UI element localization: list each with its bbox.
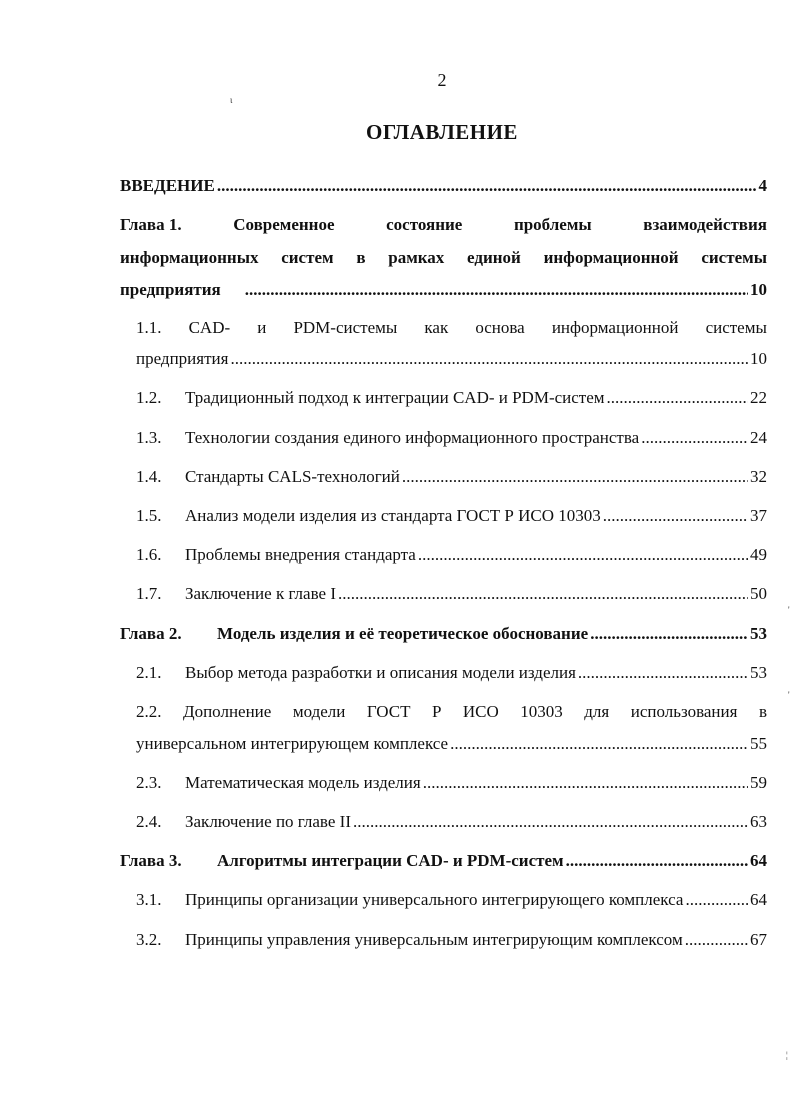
toc-section-1-1-line1[interactable] xyxy=(136,318,767,337)
toc-page: 64 xyxy=(750,851,767,870)
toc-title: Заключение к главе I xyxy=(185,584,336,603)
toc-number: 1.3. xyxy=(136,428,162,447)
toc-section-1-4[interactable] xyxy=(136,467,767,486)
toc-section-2-4[interactable] xyxy=(136,812,767,831)
toc-title: Проблемы внедрения стандарта xyxy=(185,545,416,564)
toc-page: 55 xyxy=(750,734,767,753)
toc-section-2-2-line1[interactable] xyxy=(136,702,767,721)
toc-label xyxy=(136,506,748,525)
toc-section-1-1-line2[interactable] xyxy=(136,349,767,368)
toc-section-3-1[interactable] xyxy=(136,890,767,909)
word: состояние xyxy=(386,215,463,234)
toc-label xyxy=(136,467,748,486)
toc-title: Стандарты CALS-технологий xyxy=(185,467,400,486)
toc-label xyxy=(136,890,748,909)
toc-number: 1.2. xyxy=(136,388,162,407)
toc-title: Выбор метода разработки и описания модели изделия xyxy=(185,663,576,682)
word: как xyxy=(424,318,449,337)
word: ГОСТ xyxy=(366,702,411,721)
toc-title: Заключение по главе II xyxy=(185,812,351,831)
toc-label: универсальном интегрирующем комплексе ..... xyxy=(136,734,748,753)
page-number: 2 xyxy=(437,70,447,90)
word: 2.2. xyxy=(136,702,162,721)
word: модели xyxy=(292,702,346,721)
toc-label: ВВЕДЕНИЕ ..... xyxy=(120,176,757,195)
word: в xyxy=(758,702,767,721)
toc-label-text: предприятия xyxy=(120,280,221,299)
toc-label xyxy=(136,773,748,792)
word: систем xyxy=(281,248,334,267)
toc-page: 10 xyxy=(750,280,767,299)
toc-chapter-1-line2[interactable] xyxy=(120,248,767,267)
word: проблемы xyxy=(513,215,592,234)
word: взаимодействия xyxy=(643,215,767,234)
scan-speck: ' xyxy=(788,605,790,615)
toc-section-2-3[interactable] xyxy=(136,773,767,792)
word: основа xyxy=(475,318,525,337)
toc-chapter-3[interactable] xyxy=(120,851,767,870)
word: Р xyxy=(431,702,442,721)
toc-number: 1.5. xyxy=(136,506,162,525)
toc-page: 64 xyxy=(750,890,767,909)
toc-title: Традиционный подход к интеграции CAD- и PDM-систем xyxy=(185,388,605,407)
toc-label xyxy=(136,663,748,682)
toc-label: предприятия ..... xyxy=(136,349,748,368)
toc-chapter-1-line3[interactable] xyxy=(120,280,767,299)
word: в xyxy=(356,248,366,267)
toc-label xyxy=(136,388,748,407)
toc-chapter-1-line1[interactable] xyxy=(120,215,767,234)
toc-page: 24 xyxy=(750,428,767,447)
scan-speck: ¦ xyxy=(786,1050,788,1060)
toc-number: 3.2. xyxy=(136,930,162,949)
toc-section-1-7[interactable] xyxy=(136,584,767,603)
scan-speck: ' xyxy=(788,690,790,700)
word: единой xyxy=(467,248,521,267)
toc-title: Принципы организации универсального интегрирующего комплекса xyxy=(185,890,684,909)
word: 1.1. xyxy=(136,318,162,337)
toc-section-2-2-line2[interactable] xyxy=(136,734,767,753)
toc-section-1-3[interactable] xyxy=(136,428,767,447)
word: ИСО xyxy=(462,702,499,721)
scan-speck: ι xyxy=(230,95,233,105)
toc-page: 37 xyxy=(750,506,767,525)
toc-number: 1.4. xyxy=(136,467,162,486)
toc-label xyxy=(136,812,748,831)
toc-page: 67 xyxy=(750,930,767,949)
toc-page: 59 xyxy=(750,773,767,792)
word: 10303 xyxy=(520,702,563,721)
word: информационной xyxy=(551,318,679,337)
toc-title: Анализ модели изделия из стандарта ГОСТ Р ИСО 10303 xyxy=(185,506,601,525)
toc-label xyxy=(120,280,748,299)
word: использования xyxy=(630,702,738,721)
toc-number: 2.3. xyxy=(136,773,162,792)
word: Современное xyxy=(233,215,335,234)
toc-section-1-6[interactable] xyxy=(136,545,767,564)
toc-page: 4 xyxy=(758,176,767,195)
word: для xyxy=(584,702,610,721)
word: Глава 1. xyxy=(120,215,182,234)
word: рамках xyxy=(388,248,445,267)
toc-number: 1.7. xyxy=(136,584,162,603)
toc-page: 32 xyxy=(750,467,767,486)
toc-title: Принципы управления универсальным интегрирующим комплексом xyxy=(185,930,683,949)
toc-number: 2.1. xyxy=(136,663,162,682)
toc-number: Глава 2. xyxy=(120,624,182,643)
toc-title: Технологии создания единого информационного пространства xyxy=(185,428,640,447)
toc-chapter-2[interactable] xyxy=(120,624,767,643)
toc-section-1-2[interactable] xyxy=(136,388,767,407)
toc-section-2-1[interactable] xyxy=(136,663,767,682)
toc-page: 50 xyxy=(750,584,767,603)
toc-page: 22 xyxy=(750,388,767,407)
word: и xyxy=(257,318,267,337)
word: CAD- xyxy=(188,318,231,337)
toc-page: 49 xyxy=(750,545,767,564)
toc-label xyxy=(136,545,748,564)
toc-entry-intro[interactable] xyxy=(120,176,767,195)
toc-label xyxy=(136,930,748,949)
toc-label xyxy=(136,428,748,447)
word: системы xyxy=(705,318,767,337)
toc-page: 53 xyxy=(750,663,767,682)
word: Дополнение xyxy=(182,702,272,721)
toc-label xyxy=(136,584,748,603)
toc-page: 63 xyxy=(750,812,767,831)
toc-label xyxy=(120,851,748,870)
toc-page: 53 xyxy=(750,624,767,643)
word: информационной xyxy=(543,248,679,267)
toc-page: 10 xyxy=(750,349,767,368)
toc-label xyxy=(120,624,748,643)
word: PDM-системы xyxy=(293,318,398,337)
toc-number: Глава 3. xyxy=(120,851,182,870)
word: информационных xyxy=(120,248,259,267)
toc-title: Модель изделия и её теоретическое обоснование xyxy=(217,624,589,643)
toc-number: 1.6. xyxy=(136,545,162,564)
toc-title: Алгоритмы интеграции CAD- и PDM-систем xyxy=(217,851,564,870)
word: системы xyxy=(701,248,767,267)
page-title: ОГЛАВЛЕНИЕ xyxy=(366,120,518,144)
toc-section-1-5[interactable] xyxy=(136,506,767,525)
toc-title: Математическая модель изделия xyxy=(185,773,421,792)
toc-section-3-2[interactable] xyxy=(136,930,767,949)
toc-number: 2.4. xyxy=(136,812,162,831)
toc-number: 3.1. xyxy=(136,890,162,909)
